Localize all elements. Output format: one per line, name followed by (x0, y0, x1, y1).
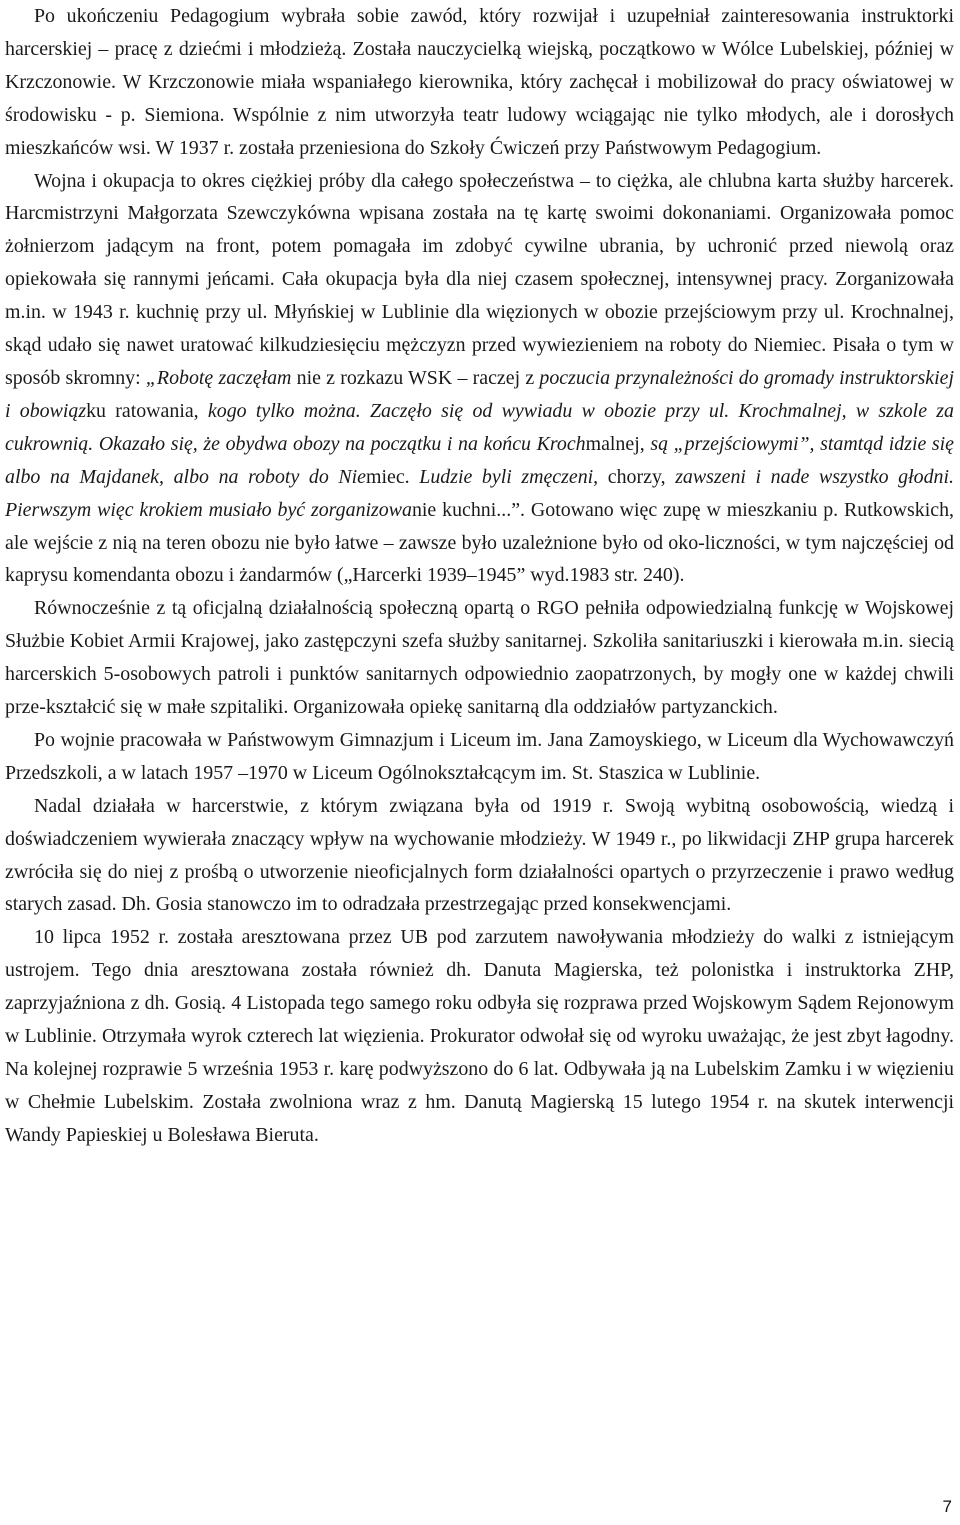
paragraph (5, 165, 954, 593)
text-segment: nie kuchni...”. Gotowano więc zupę w mieszkaniu p. Rutkowskich, ale wejście z nią na teren obozu nie było łatwe – zawsze było uzależnione było od oko-liczności, w tym najczęściej od kaprysu komendanta obozu i żandarmów („Harcerki 1939–1945” wyd.1983 str. 240). (5, 498, 954, 587)
text-segment: Po wojnie pracowała w Państwowym Gimnazjum i Liceum im. Jana Zamoyskiego, w Liceum dla Wychowawczyń Przedszkoli, a w latach 1957 –1970 w Liceum Ogólnokształcącym im. St. Staszica w Lublinie. (5, 728, 954, 784)
text-segment: ku ratowania, (86, 399, 208, 422)
text-segment: nie z rozkazu WSK – raczej z (291, 366, 540, 389)
text-segment: Wojna i okupacja to okres ciężkiej próby dla całego społeczeństwa – to ciężka, ale chlubna karta służby harcerek. Harcmistrzyni Małgorzata Szewczykówna wpisana została na tę kartę swoimi dokonaniami. Organizowała pomoc żołnierzom jadącym na front, potem pomagała im zdobyć cywilne ubrania, by uchronić przed niewolą oraz opiekowała się rannymi jeńcami. Cała okupacja była dla niej czasem społecznej, intensywnej pracy. Zorganizowała m.in. w 1943 r. kuchnię przy ul. Młyńskiej w Lublinie dla więzionych w obozie przejściowym przy ul. Krochnalnej, skąd udało się nawet uratować kilkudziesięciu mężczyzn przed wywiezieniem na roboty do Niemiec. Pisała o tym w sposób skromny: (5, 169, 954, 389)
paragraph (5, 921, 954, 1151)
page-number: 7 (942, 1497, 952, 1516)
paragraph (5, 790, 954, 922)
quote-segment: poczucia przynależności do gromady instruktorskiej i obowiąz (5, 366, 955, 422)
quote-segment: kogo tylko można. Zaczęło się od wywiadu w obozie przy ul. Krochmalnej, w szkole za cukrownią. Okazało się, że obydwa obozy na początku i na końcu Kroch (5, 399, 954, 455)
paragraph (5, 0, 954, 165)
text-segment: miec. (366, 465, 420, 488)
text-segment: malnej, (585, 432, 651, 455)
body-text (5, 0, 954, 1152)
quote-segment: są „przejściowymi”, stamtąd idzie się albo na Majdanek, albo na roboty do Nie (5, 432, 955, 488)
paragraph (5, 724, 954, 790)
text-segment: Równocześnie z tą oficjalną działalnością społeczną opartą o RGO pełniła odpowiedzialną funkcję w Wojskowej Służbie Kobiet Armii Krajowej, jako zastępczyni szefa służby sanitarnej. Szkoliła sanitariuszki i kierowała m.in. siecią harcerskich 5-osobowych patroli i punktów sanitarnych odpowiednio zaopatrzonych, by mogły one w każdej chwili prze-kształcić się w małe szpitaliki. Organizowała opiekę sanitarną dla oddziałów partyzanckich. (5, 597, 954, 719)
quote-segment: Ludzie byli zmęczeni, (419, 465, 599, 488)
text-segment: Po ukończeniu Pedagogium wybrała sobie zawód, który rozwijał i uzupełniał zainteresowania instruktorki harcerskiej – pracę z dziećmi i młodzieżą. Została nauczycielką wiejską, początkowo w Wólce Lubelskiej, później w Krzczonowie. W Krzczonowie miała wspaniałego kierownika, który zachęcał i mobilizował do pracy oświatowej w środowisku - p. Siemiona. Wspólnie z nim utworzyła teatr ludowy wciągając nie tylko młodych, ale i dorosłych mieszkańców wsi. W 1937 r. została przeniesiona do Szkoły Ćwiczeń przy Państwowym Pedagogium. (5, 5, 954, 159)
quote-segment: zawszeni i nade wszystko głodni. Pierwszym więc krokiem musiało być zorganizowa (5, 465, 954, 521)
text-segment: 10 lipca 1952 r. została aresztowana przez UB pod zarzutem nawoływania młodzieży do walki z istniejącym ustrojem. Tego dnia aresztowana została również dh. Danuta Magierska, też polonistka i instruktorka ZHP, zaprzyjaźniona z dh. Gosią. 4 Listopada tego samego roku odbyła się rozprawa przed Wojskowym Sądem Rejonowym w Lublinie. Otrzymała wyrok czterech lat więzienia. Prokurator odwołał się od wyroku uważając, że jest zbyt łagodny. Na kolejnej rozprawie 5 września 1953 r. karę podwyższono do 6 lat. Odbywała ją na Lubelskim Zamku i w więzieniu w Chełmie Lubelskim. Została zwolniona wraz z hm. Danutą Magierską 15 lutego 1954 r. na skutek interwencji Wandy Papieskiej u Bolesława Bieruta. (5, 926, 954, 1146)
quote-segment: „Robotę zaczęłam (145, 366, 292, 389)
text-segment: Nadal działała w harcerstwie, z którym związana była od 1919 r. Swoją wybitną osobowością, wiedzą i doświadczeniem wywierała znaczący wpływ na wychowanie młodzieży. W 1949 r., po likwidacji ZHP grupa harcerek zwróciła się do niej z prośbą o utworzenie nieoficjalnych form działalności opartych o przyrzeczenie i prawo według starych zasad. Dh. Gosia stanowczo im to odradzała przestrzegając przed konsekwencjami. (5, 794, 954, 916)
text-segment: chorzy, (598, 465, 676, 488)
paragraph (5, 592, 954, 724)
